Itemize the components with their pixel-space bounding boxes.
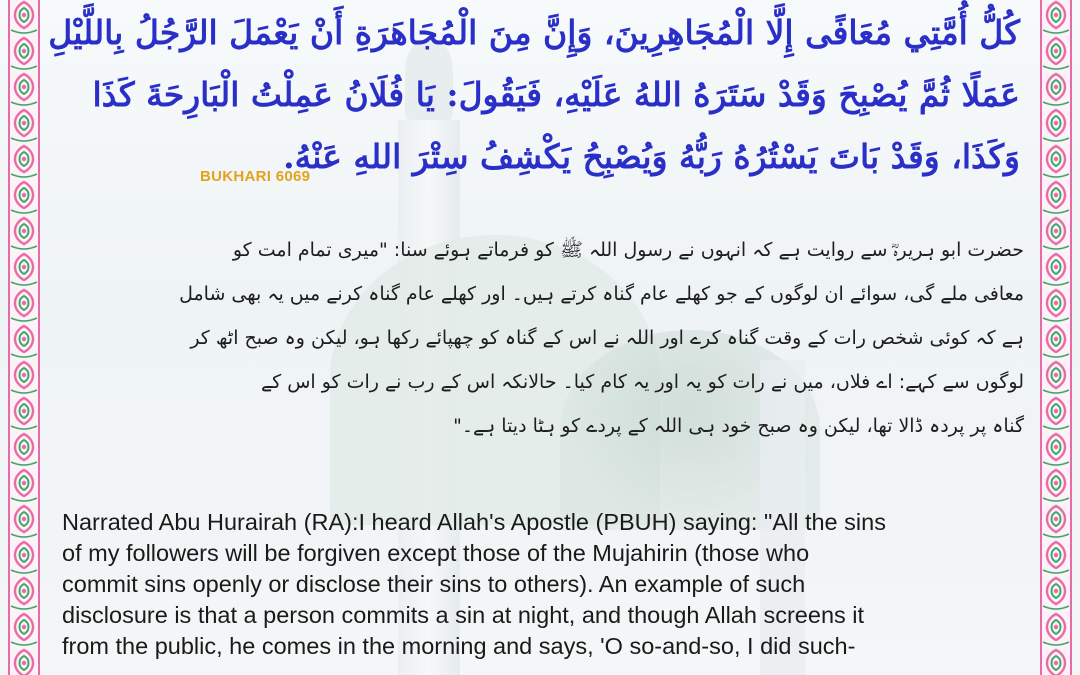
english-translation — [62, 507, 1022, 662]
urdu-line: لوگوں سے کہے: اے فلاں، میں نے رات کو یہ اور یہ کام کیا۔ حالانکہ اس کے رب نے رات کو اس کے — [260, 371, 1024, 393]
arabic-line: كُلُّ أُمَّتِي مُعَافًى إِلَّا الْمُجَاهِرِينَ، وَإِنَّ مِنَ الْمُجَاهَرَةِ أَنْ يَعْمَلَ الرَّجُلُ بِاللَّيْلِ — [48, 13, 1020, 52]
arabic-line: عَمَلًا ثُمَّ يُصْبِحَ وَقَدْ سَتَرَهُ اللهُ عَلَيْهِ، فَيَقُولَ: يَا فُلَانُ عَمِلْتُ الْبَارِحَةَ كَذَا — [92, 75, 1020, 114]
urdu-line: ہے کہ کوئی شخص رات کے وقت گناہ کرے اور اللہ نے اس کے گناہ کو چھپائے رکھا ہو، لیکن وہ صبح اٹھ کر — [190, 327, 1024, 349]
right-floral-border — [1040, 0, 1072, 675]
left-floral-border — [8, 0, 40, 675]
urdu-line: گناہ پر پردہ ڈالا تھا، لیکن وہ صبح خود ہی اللہ کے پردے کو ہٹا دیتا ہے۔" — [453, 415, 1024, 437]
arabic-hadith-text — [48, 2, 1020, 188]
urdu-translation — [62, 228, 1024, 448]
urdu-line: معافی ملے گی، سوائے ان لوگوں کے جو کھلے عام گناہ کرتے ہیں۔ اور کھلے عام گناہ کرنے میں یہ بھی شامل — [179, 283, 1024, 305]
english-line: disclosure is that a person commits a sin at night, and though Allah screens it — [62, 602, 865, 628]
english-line: from the public, he comes in the morning and says, 'O so-and-so, I did such- — [62, 633, 856, 659]
english-line: commit sins openly or disclose their sins to others). An example of such — [62, 571, 806, 597]
arabic-line: وَكَذَا، وَقَدْ بَاتَ يَسْتُرُهُ رَبُّهُ وَيُصْبِحُ يَكْشِفُ سِتْرَ اللهِ عَنْهُ. — [283, 137, 1020, 176]
english-line: Narrated Abu Hurairah (RA):I heard Allah's Apostle (PBUH) saying: "All the sins — [62, 509, 886, 535]
hadith-reference: BUKHARI 6069 — [200, 168, 311, 185]
urdu-line: حضرت ابو ہریرہؓ سے روایت ہے کہ انہوں نے رسول اللہ ﷺ کو فرماتے ہوئے سنا: "میری تمام امت کو — [232, 239, 1024, 261]
english-line: of my followers will be forgiven except those of the Mujahirin (those who — [62, 540, 810, 566]
